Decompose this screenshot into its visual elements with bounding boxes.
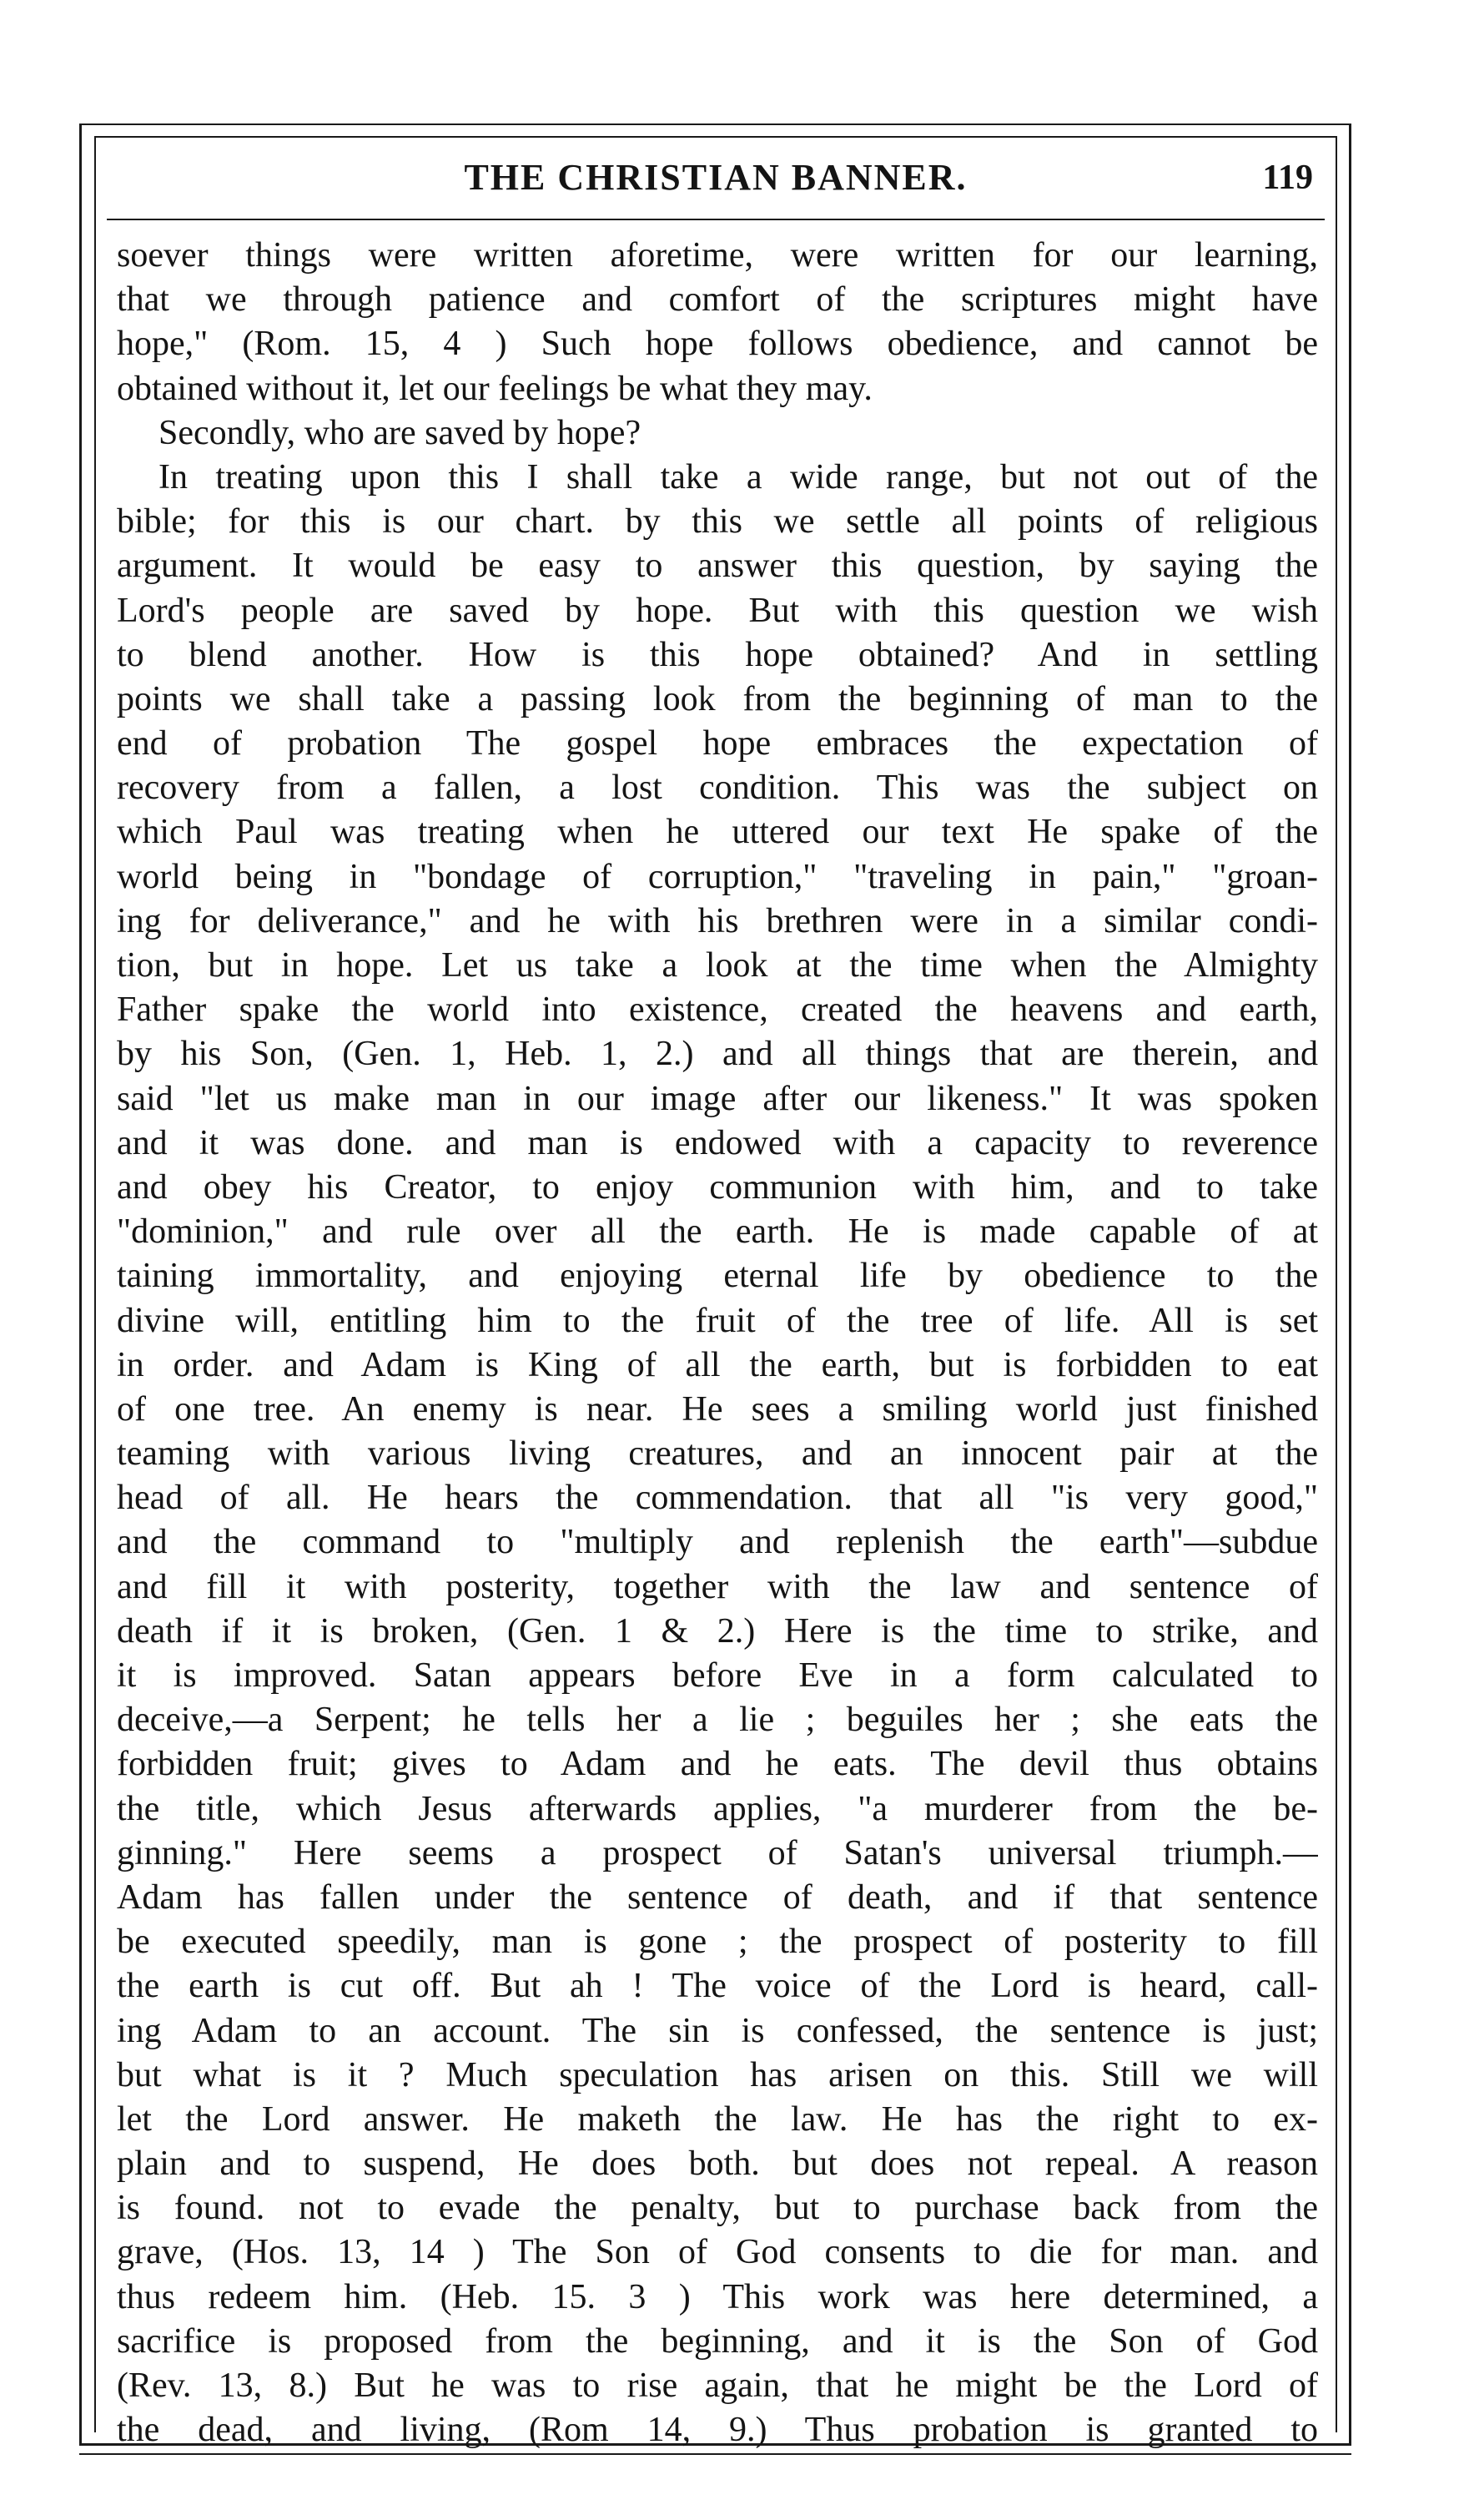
text-line: ing for deliverance," and he with his brethren were in a similar condi-	[117, 901, 1318, 940]
text-line: of one tree. An enemy is near. He sees a smiling world just finished	[117, 1389, 1318, 1429]
text-line: grave, (Hos. 13, 14 ) The Son of God consents to die for man. and	[117, 2233, 1318, 2272]
text-line: soever things were written aforetime, were written for our learning,	[117, 236, 1318, 275]
running-title: THE CHRISTIAN BANNER.	[464, 157, 968, 198]
text-line: thus redeem him. (Heb. 15. 3 ) This work was here determined, a	[117, 2277, 1318, 2316]
text-line: Lord's people are saved by hope. But with this question we wish	[117, 591, 1318, 630]
text-line: world being in "bondage of corruption," "traveling in pain," "groan-	[117, 857, 1318, 896]
text-line: hope," (Rom. 15, 4 ) Such hope follows obedience, and cannot be	[117, 325, 1318, 364]
text-line: the dead, and living, (Rom 14, 9.) Thus probation is granted to	[117, 2411, 1318, 2450]
text-line: in order. and Adam is King of all the earth, but is forbidden to eat	[117, 1345, 1318, 1384]
text-line: deceive,—a Serpent; he tells her a lie ; beguiles her ; she eats the	[117, 1701, 1318, 1740]
text-line: forbidden fruit; gives to Adam and he eats. The devil thus obtains	[117, 1745, 1318, 1784]
text-line: sacrifice is proposed from the beginning, and it is the Son of God	[117, 2321, 1318, 2361]
text-line: In treating upon this I shall take a wide range, but not out of the	[158, 457, 1318, 496]
text-line: and the command to "multiply and replenish the earth"—subdue	[117, 1523, 1318, 1562]
text-line: and obey his Creator, to enjoy communion with him, and to take	[117, 1167, 1318, 1207]
text-line: which Paul was treating when he uttered our text He spake of the	[117, 813, 1318, 852]
text-line: tion, but in hope. Let us take a look at the time when the Almighty	[117, 946, 1318, 985]
text-line: but what is it ? Much speculation has arisen on this. Still we will	[117, 2055, 1318, 2094]
text-line: to blend another. How is this hope obtained? And in settling	[117, 635, 1318, 674]
text-line: said "let us make man in our image after our likeness." It was spoken	[117, 1079, 1318, 1118]
text-line: and fill it with posterity, together with the law and sentence of	[117, 1567, 1318, 1606]
text-line: that we through patience and comfort of the scriptures might have	[117, 280, 1318, 320]
text-line: it is improved. Satan appears before Eve in a form calculated to	[117, 1656, 1318, 1695]
text-line: the earth is cut off. But ah ! The voice of the Lord is heard, call-	[117, 1967, 1318, 2006]
text-line: is found. not to evade the penalty, but to purchase back from the	[117, 2189, 1318, 2228]
text-line: be executed speedily, man is gone ; the prospect of posterity to fill	[117, 1923, 1318, 1962]
body-text	[117, 234, 1318, 2452]
text-line: death if it is broken, (Gen. 1 & 2.) Here is the time to strike, and	[117, 1611, 1318, 1651]
text-line: recovery from a fallen, a lost condition. This was the subject on	[117, 769, 1318, 808]
text-line: the title, which Jesus afterwards applies, "a murderer from the be-	[117, 1789, 1318, 1828]
text-line: points we shall take a passing look from the beginning of man to the	[117, 679, 1318, 718]
text-line: "dominion," and rule over all the earth. He is made capable of at	[117, 1212, 1318, 1252]
text-line: teaming with various living creatures, and an innocent pair at the	[117, 1434, 1318, 1474]
text-line: and it was done. and man is endowed with a capacity to reverence	[117, 1123, 1318, 1162]
text-line: taining immortality, and enjoying eternal life by obedience to the	[117, 1257, 1318, 1296]
text-line: Secondly, who are saved by hope?	[158, 413, 641, 452]
text-line: let the Lord answer. He maketh the law. He has the right to ex-	[117, 2099, 1318, 2139]
text-line: Father spake the world into existence, created the heavens and earth,	[117, 990, 1318, 1030]
running-head	[107, 149, 1325, 207]
text-line: by his Son, (Gen. 1, Heb. 1, 2.) and all things that are therein, and	[117, 1035, 1318, 1074]
text-line: head of all. He hears the commendation. that all "is very good,"	[117, 1479, 1318, 1518]
text-line: divine will, entitling him to the fruit of the tree of life. All is set	[117, 1301, 1318, 1340]
bottom-rule-secondary	[79, 2453, 1351, 2455]
text-line: end of probation The gospel hope embraces the expectation of	[117, 724, 1318, 764]
text-line: ginning." Here seems a prospect of Satan's universal triumph.—	[117, 1833, 1318, 1872]
text-line: ing Adam to an account. The sin is confessed, the sentence is just;	[117, 2011, 1318, 2050]
text-line: obtained without it, let our feelings be what they may.	[117, 369, 873, 408]
text-line: argument. It would be easy to answer this question, by saying the	[117, 547, 1318, 586]
header-rule	[107, 219, 1325, 220]
text-line: plain and to suspend, He does both. but does not repeal. A reason	[117, 2145, 1318, 2184]
page-number: 119	[1262, 159, 1313, 197]
text-line: Adam has fallen under the sentence of death, and if that sentence	[117, 1877, 1318, 1917]
text-line: bible; for this is our chart. by this we settle all points of religious	[117, 502, 1318, 542]
text-line: (Rev. 13, 8.) But he was to rise again, that he might be the Lord of	[117, 2366, 1318, 2405]
